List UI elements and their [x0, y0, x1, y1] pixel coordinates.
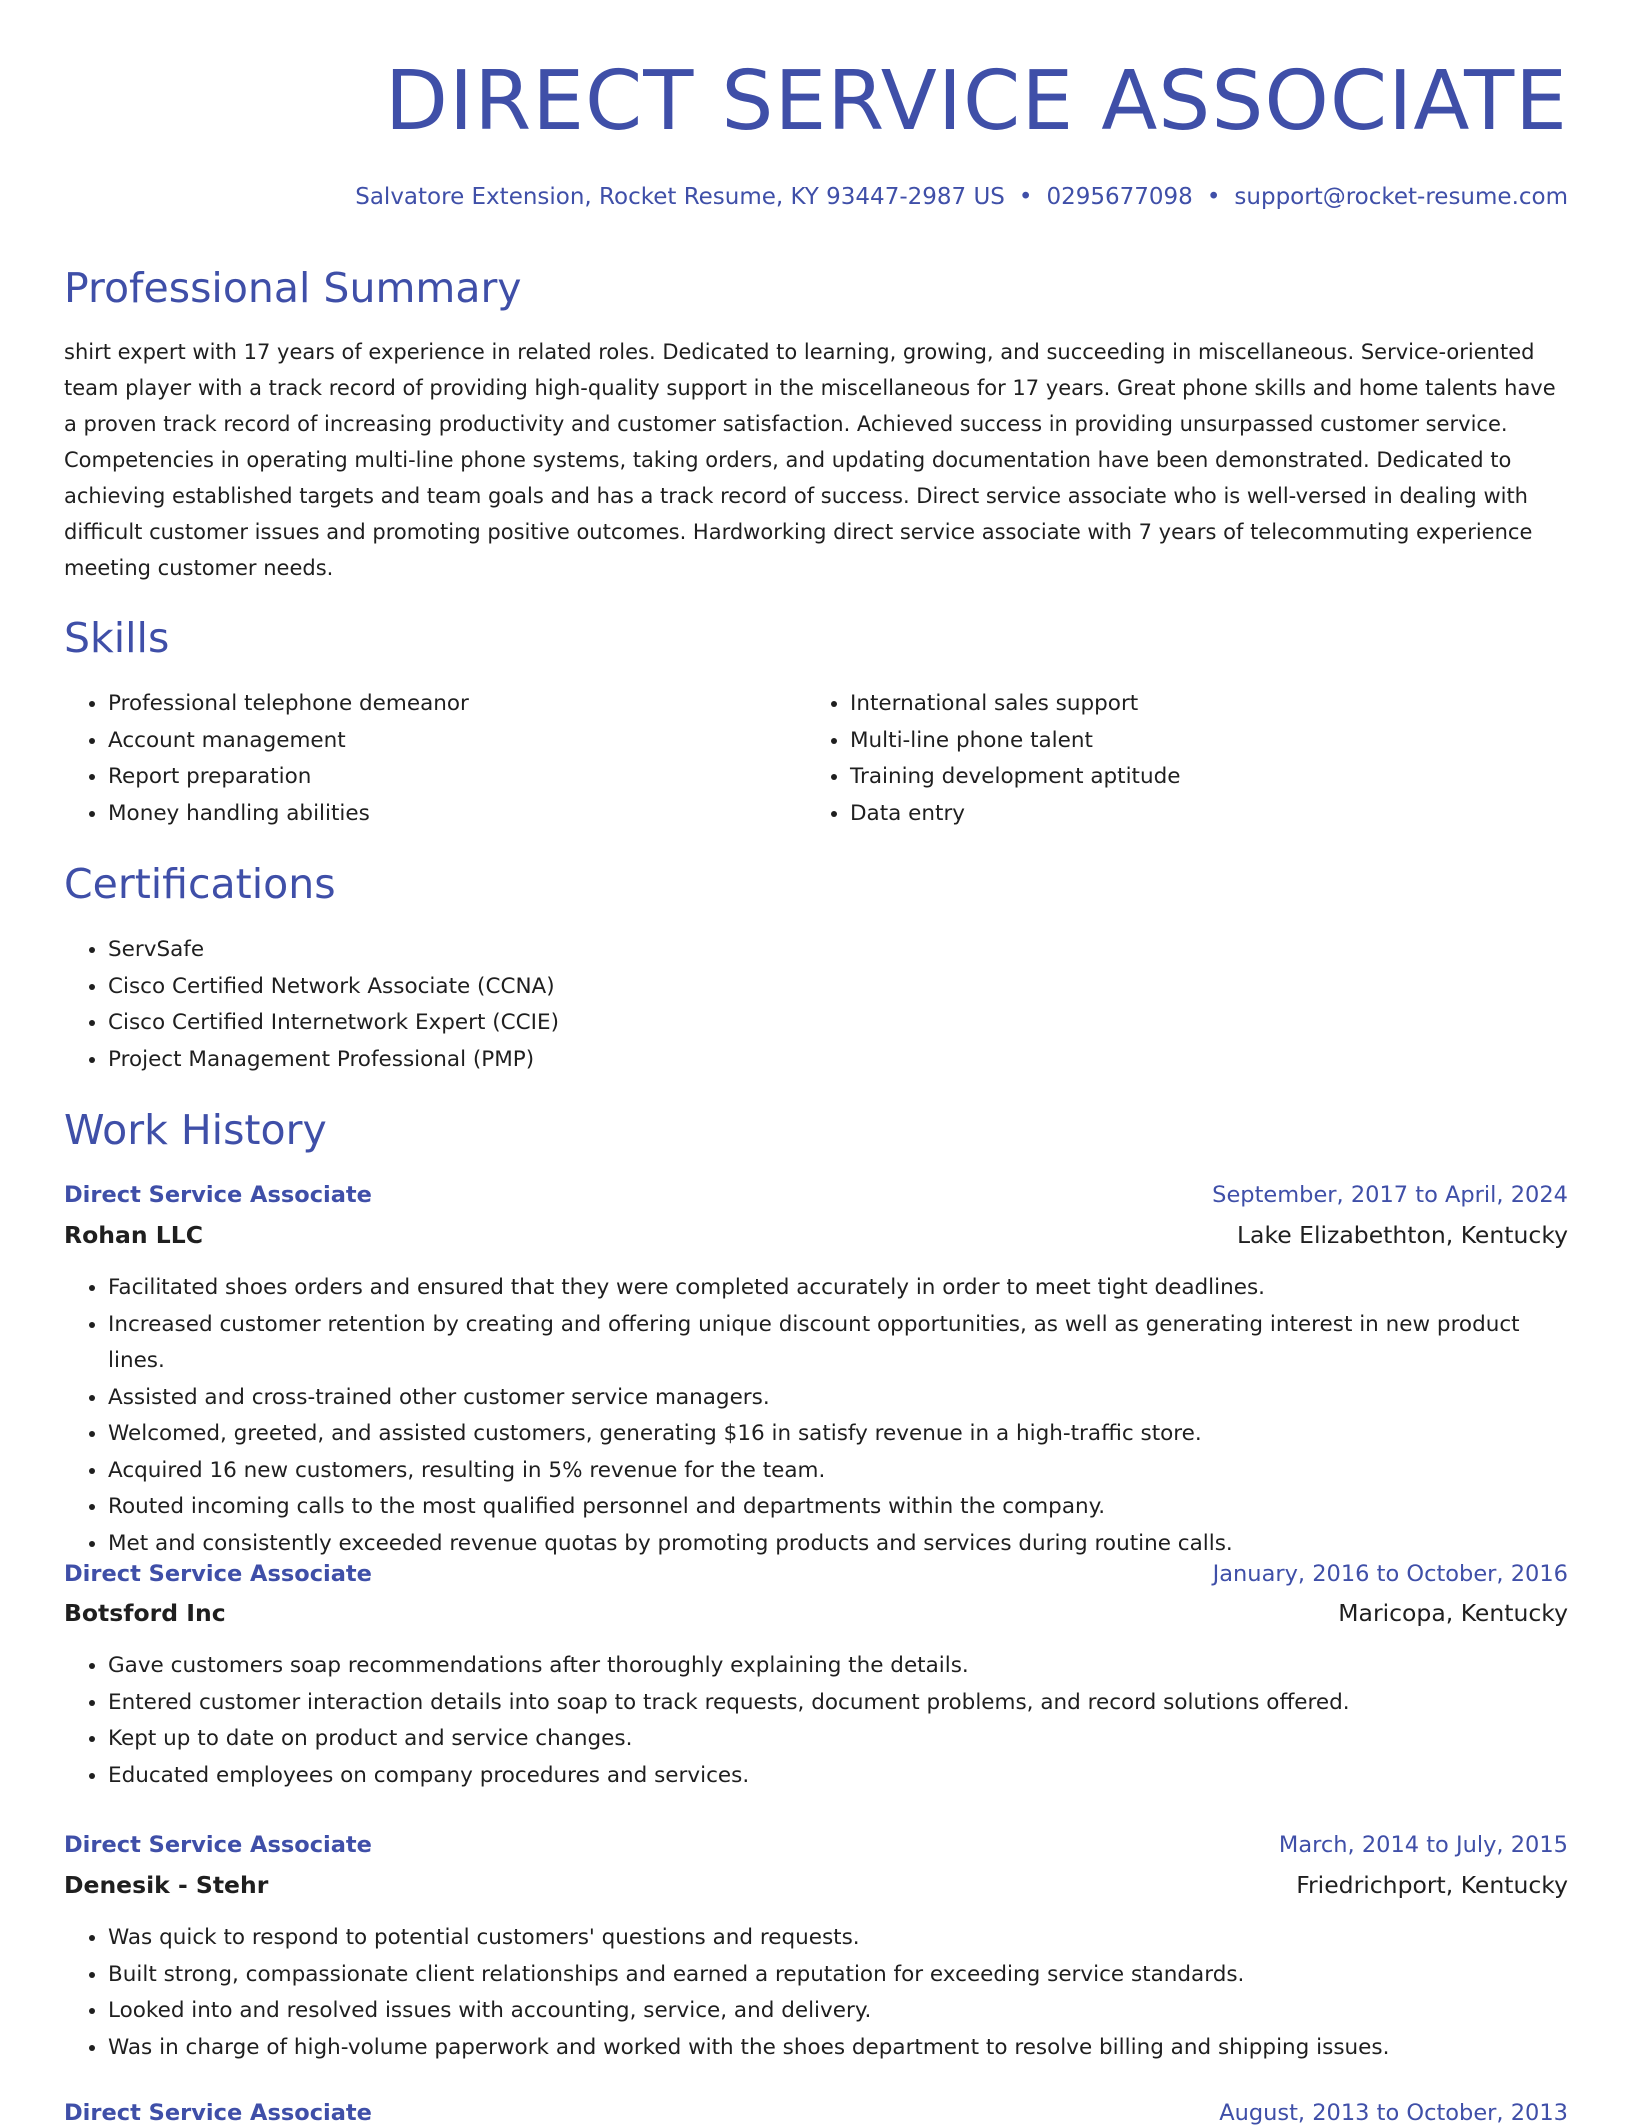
certifications-heading: Certifications: [64, 860, 336, 908]
resume-title: DIRECT SERVICE ASSOCIATE: [384, 54, 1568, 149]
duty-item: • Routed incoming calls to the most qualified personnel and departments within the company.: [108, 1489, 1568, 1526]
skill-item: • Data entry: [850, 796, 1506, 833]
job-dates: January, 2016 to October, 2016: [1212, 1561, 1568, 1587]
job-role: Direct Service Associate: [64, 2100, 372, 2126]
job-duties: [64, 1648, 1568, 1794]
job-duties: [64, 1270, 1568, 1562]
skill-item: • International sales support: [850, 686, 1506, 723]
job-role: Direct Service Associate: [64, 1832, 372, 1858]
certification-item: • ServSafe: [108, 932, 1568, 969]
skill-item: • Money handling abilities: [108, 796, 764, 833]
job-title-row: [64, 1559, 1568, 1589]
duty-item: • Built strong, compassionate client relationships and earned a reputation for exceeding service standards.: [108, 1957, 1568, 1994]
skill-item: • Training development aptitude: [850, 759, 1506, 796]
job-role: Direct Service Associate: [64, 1561, 372, 1587]
skills-heading: Skills: [64, 614, 170, 662]
job-company-row: [64, 1869, 1568, 1901]
duty-item: • Assisted and cross-trained other customer service managers.: [108, 1380, 1568, 1417]
job-title-row: [64, 1180, 1568, 1210]
job-dates: September, 2017 to April, 2024: [1212, 1182, 1568, 1208]
duty-item: • Welcomed, greeted, and assisted customers, generating $16 in satisfy revenue in a high-traffic store.: [108, 1416, 1568, 1453]
duty-item: • Kept up to date on product and service changes.: [108, 1721, 1568, 1758]
certification-item: • Cisco Certified Network Associate (CCNA): [108, 969, 1568, 1006]
job-company-row: [64, 1219, 1568, 1251]
skill-item: • Multi-line phone talent: [850, 723, 1506, 760]
job-company: Denesik - Stehr: [64, 1871, 269, 1899]
duty-item: • Educated employees on company procedures and services.: [108, 1758, 1568, 1795]
skill-item: • Account management: [108, 723, 764, 760]
contact-separator: •: [1018, 184, 1033, 210]
duty-item: • Entered customer interaction details into soap to track requests, document problems, and record solutions offered.: [108, 1685, 1568, 1722]
contact-line: [355, 182, 1568, 212]
job-location: Lake Elizabethton, Kentucky: [1236, 1221, 1568, 1249]
duty-item: • Was quick to respond to potential customers' questions and requests.: [108, 1920, 1568, 1957]
certification-item: • Project Management Professional (PMP): [108, 1042, 1568, 1079]
job-role: Direct Service Associate: [64, 1182, 372, 1208]
contact-separator: •: [1206, 184, 1221, 210]
job-dates: August, 2013 to October, 2013: [1219, 2100, 1568, 2126]
duty-item: • Facilitated shoes orders and ensured that they were completed accurately in order to meet tight deadlines.: [108, 1270, 1568, 1307]
duty-item: • Looked into and resolved issues with accounting, service, and delivery.: [108, 1993, 1568, 2030]
skills-right-column: [806, 686, 1506, 832]
skills-left-column: [64, 686, 764, 832]
duty-item: • Acquired 16 new customers, resulting in 5% revenue for the team.: [108, 1453, 1568, 1490]
job-location: Friedrichport, Kentucky: [1296, 1871, 1568, 1899]
job-dates: March, 2014 to July, 2015: [1278, 1832, 1568, 1858]
duty-item: • Met and consistently exceeded revenue quotas by promoting products and services during routine calls.: [108, 1526, 1568, 1563]
summary-heading: Professional Summary: [64, 264, 522, 312]
job-title-row: [64, 2098, 1568, 2128]
certifications-list: [64, 932, 1568, 1078]
duty-item: • Gave customers soap recommendations after thoroughly explaining the details.: [108, 1648, 1568, 1685]
job-company-row: [64, 1597, 1568, 1629]
duty-item: • Increased customer retention by creating and offering unique discount opportunities, as well as generating interest in new product lines.: [108, 1307, 1568, 1380]
job-duties: [64, 1920, 1568, 2066]
job-location: Maricopa, Kentucky: [1338, 1599, 1568, 1627]
job-company: Botsford Inc: [64, 1599, 226, 1627]
contact-email[interactable]: support@rocket-resume.com: [1234, 184, 1568, 210]
contact-address: Salvatore Extension, Rocket Resume, KY 93447-2987 US: [355, 184, 1005, 210]
job-company: Rohan LLC: [64, 1221, 203, 1249]
work-history-heading: Work History: [64, 1106, 327, 1154]
job-title-row: [64, 1830, 1568, 1860]
contact-phone: 0295677098: [1046, 184, 1193, 210]
duty-item: • Was in charge of high-volume paperwork and worked with the shoes department to resolve billing and shipping issues.: [108, 2030, 1568, 2067]
summary-text: shirt expert with 17 years of experience in related roles. Dedicated to learning, growing, and succeeding in miscellaneous. Service-oriented team player with a track record of providing high-quality support in the miscellaneous for 17 years. Great phone skills and home talents have a proven track record of increasing productivity and customer satisfaction. Achieved success in providing unsurpassed customer service. Competencies in operating multi-line phone systems, taking orders, and updating documentation have been demonstrated. Dedicated to achieving established targets and team goals and has a track record of success. Direct service associate who is well-versed in dealing with difficult customer issues and promoting positive outcomes. Hardworking direct service associate with 7 years of telecommuting experience meeting customer needs.: [64, 340, 1556, 580]
certification-item: • Cisco Certified Internetwork Expert (CCIE): [108, 1005, 1568, 1042]
skill-item: • Report preparation: [108, 759, 764, 796]
skill-item: • Professional telephone demeanor: [108, 686, 764, 723]
